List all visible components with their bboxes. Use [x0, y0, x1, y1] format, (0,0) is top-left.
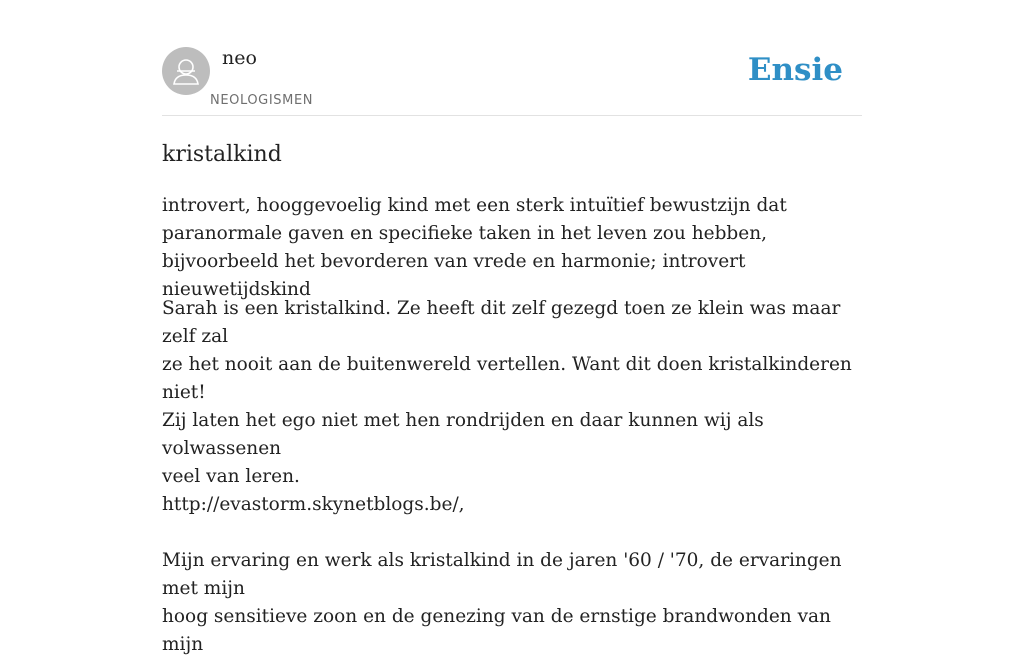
- entry-definition: introvert, hooggevoelig kind met een sterk intuïtief bewustzijn dat paranormale gaven en specifieke taken in het leven zou hebben, bijvoorbeeld het bevorderen van vrede en harmonie; introvert nieuwetijdskind: [162, 195, 787, 300]
- category-tag[interactable]: NEOLOGISMEN: [210, 93, 314, 108]
- example-line: ze het nooit aan de buitenwereld vertellen. Want dit doen kristalkinderen niet!: [162, 354, 852, 403]
- example-blank-line: [162, 519, 862, 547]
- example-line: Zij laten het ego niet met hen rondrijden en daar kunnen wij als volwassenen: [162, 410, 764, 459]
- brand-logo[interactable]: Ensie: [747, 52, 843, 88]
- user-avatar-icon[interactable]: [162, 47, 210, 95]
- content-column: [162, 0, 862, 655]
- author-name[interactable]: neo: [222, 47, 257, 69]
- entry-header: [162, 0, 862, 116]
- entry-example: [162, 295, 862, 659]
- example-line: Mijn ervaring en werk als kristalkind in de jaren '60 / '70, de ervaringen met mijn: [162, 550, 842, 599]
- example-line: hoog sensitieve zoon en de genezing van de ernstige brandwonden van mijn: [162, 606, 831, 655]
- example-line: Sarah is een kristalkind. Ze heeft dit zelf gezegd toen ze klein was maar zelf zal: [162, 298, 841, 347]
- entry-title: kristalkind: [162, 142, 282, 167]
- example-line: veel van leren.: [162, 466, 300, 487]
- example-source-link[interactable]: http://evastorm.skynetblogs.be/,: [162, 494, 465, 515]
